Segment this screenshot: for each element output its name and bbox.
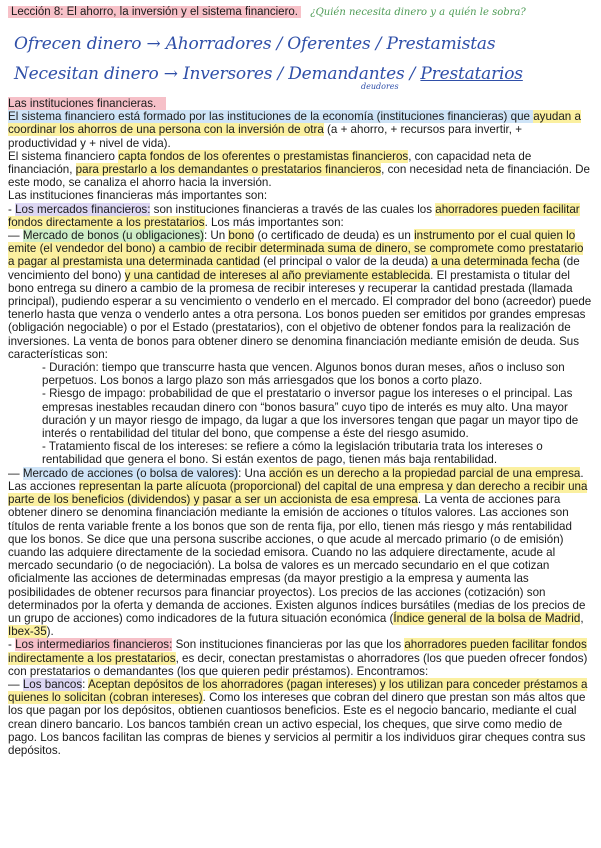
paragraph-capta-fondos — [8, 150, 593, 190]
highlight: ahorradores pueden facilitar fondos indirectamente a los prestatarios — [8, 638, 587, 665]
text: El sistema financiero — [8, 149, 119, 163]
section-title-text: Las instituciones financieras. — [8, 97, 166, 110]
bond-feature-riesgo: - Riesgo de impago: probabilidad de que el prestatario o inversor pague los intereses o el principal. Las empresas inestables recaudan dinero con “bonos basura” cuyo tipo de interés es muy alto. Una mayor duración y un mayor riesgo de impago, da lugar a que los inversores tengan que pagar un mayor tipo de interés o rentabilidad del titular del bono, que compense a éste del riesgo asumido. — [42, 387, 579, 441]
text: . Las acciones — [8, 466, 584, 493]
lesson-title: Lección 8: El ahorro, la inversión y el sistema financiero. — [8, 6, 301, 18]
term-mercado-acciones: Mercado de acciones (o bolsa de valores) — [22, 466, 239, 480]
term-bancos: Los bancos — [22, 677, 83, 691]
text: - — [8, 638, 16, 652]
text: . La venta de acciones para obtener dinero se denomina financiación mediante la emisión de acciones o títulos valores. Las acciones son títulos de renta variable frente a los bonos que son de renta fija, por ello, tienen más riesgo y más rentabilidad que los bonos. Se dice que una persona suscribe acciones, o que acude al mercado primario (o de emisión) cuando las adquiere directamente de la sociedad emisora. Cuando no las adquiere directamente, acude al mercado secundario (o de negociación). La bolsa de valores es un mercado secundario en el que cotizan oficialmente las acciones de determinadas empresas (da mayor prestigio a la empresa y aumenta las posibilidades de obtener recursos para financiar proyectos). Los precios de las acciones (cotización) son determinados por la oferta y demanda de acciones. Existen algunos índices bursátiles (medias de los precios de un grupo de acciones) como indicadores de la futura situación económica ( — [8, 493, 586, 625]
paragraph-sistema-financiero — [8, 110, 593, 150]
paragraph-bancos — [8, 678, 593, 757]
section-title — [8, 97, 593, 110]
document-body — [8, 97, 593, 757]
paragraph-mercados-financieros — [8, 203, 593, 229]
text: . Como los intereses que cobran del dinero que prestan son más altos que los que pagan por los depósitos, obtienen cuantiosos beneficios. Este es el negocio bancario, mediante el cual crean dinero bancario. Los bancos también crean un activo especial, los cheques, que sirve como medio de pago. Los bancos facilitan las compras de bienes y servicios al permitir a los individuos girar cheques contra sus depósitos. — [8, 691, 586, 757]
text: : Una — [238, 466, 270, 480]
term-mercado-bonos: Mercado de bonos (u obligaciones) — [22, 229, 204, 243]
handwritten-line-borrowers — [14, 64, 523, 84]
paragraph-mercado-acciones — [8, 467, 593, 639]
paragraph-mercado-bonos — [8, 229, 593, 361]
handwritten-line-borrowers-text: Necesitan dinero → Inversores / Demandantes / — [14, 64, 421, 84]
text: - — [8, 202, 16, 216]
highlight: a una determinada fecha — [431, 255, 560, 269]
text: , — [580, 611, 584, 625]
text: (el principal o valor de la deuda) — [260, 255, 432, 269]
text: (o certificado de deuda) es un — [254, 229, 415, 243]
text: (de vencimiento del bono) — [8, 255, 580, 282]
highlight: para prestarlo a los demandantes o prestatarios financieros — [75, 163, 382, 177]
text: (a + ahorro, + recursos para invertir, + productividad y + nivel de vida). — [8, 123, 522, 150]
highlight: representan la parte alícuota (proporcional) del capital de una empresa y dan derecho a recibir una parte de los beneficios (dividendos) y pasar a ser un accionista de esa empresa — [8, 479, 588, 507]
bond-feature-fiscal: - Tratamiento fiscal de los intereses: se refiere a cómo la legislación tributaria trata los intereses o rentabilidad que genera el bono. Si están exentos de pago, tienen más baja rentabilidad. — [42, 440, 543, 467]
bond-feature-duracion: - Duración: tiempo que transcurre hasta que vencen. Algunos bonos duran meses, años o incluso son perpetuos. Los bonos a largo plazo son más arriesgados que los bonos a corto plazo. — [42, 361, 565, 388]
text: . Los más importantes son: — [204, 215, 344, 229]
text: — — [8, 677, 23, 691]
text: : — [82, 677, 88, 691]
paragraph-intermediarios — [8, 638, 593, 678]
highlight: ahorradores pueden facilitar fondos directamente a los prestatarios — [8, 202, 580, 229]
text: ). — [46, 625, 54, 639]
highlight: capta fondos de los oferentes o prestamistas financieros — [118, 149, 409, 163]
text: — — [8, 229, 23, 243]
highlight: Índice general de la bolsa de Madrid — [393, 611, 581, 625]
highlight: Aceptan depósitos de los ahorradores (pagan intereses) y los utilizan para conceder préstamos a quienes lo solicitan (cobran intereses) — [8, 677, 588, 705]
text: , es decir, conectan prestamistas o ahorradores (los que pueden ofrecer fondos) con prestatarios o demandantes (los que quieren pedir préstamos). Encontramos: — [8, 651, 588, 678]
highlight: ayudan a coordinar los ahorros de una persona con la inversión de otra — [8, 110, 581, 137]
highlight: y una cantidad de intereses al año previamente establecida — [124, 268, 431, 282]
text: : Un — [203, 229, 229, 243]
lesson-header — [8, 6, 526, 18]
term-bono: bono — [228, 229, 255, 243]
text: . El prestamista o titular del bono entrega su dinero a cambio de la promesa de recibir intereses y recuperar la cantidad prestada (llamada principal), pudiendo esperar a su vencimiento o venderlo en el mercado. El comprador del bono (acreedor) puede tenerlo hasta que venza o venderlo antes a otra persona. Los bonos pueden ser emitidos por grandes empresas (obligación negociable) o por el Estado (prestatarios), con el objetivo de obtener fondos para la realización de inversiones. La venta de bonos para obtener dinero se denomina financiación mediante emisión de deuda. Sus características son: — [8, 268, 592, 361]
handwritten-prestatarios: Prestatarios — [420, 64, 523, 84]
paragraph-instituciones-list: Las instituciones financieras más importantes son: — [8, 189, 268, 203]
handwritten-line-lenders: Ofrecen dinero → Ahorradores / Oferentes / Prestamistas — [14, 34, 496, 54]
text: son instituciones financieras a través de las cuales los — [150, 202, 436, 216]
text: , con necesidad neta de financiación. De este modo, se canaliza el ahorro hacia la inversión. — [8, 163, 590, 190]
highlight: acción es un derecho a la propiedad parcial de una empresa — [269, 466, 581, 480]
text: , con capacidad neta de financiación, — [8, 149, 532, 177]
term-intermediarios: Los intermediarios financieros: — [15, 638, 173, 652]
handwritten-note: deudores — [361, 82, 399, 91]
term-mercados-financieros: Los mercados financieros: — [15, 202, 151, 216]
handwritten-question: ¿Quién necesita dinero y a quién le sobra? — [310, 7, 526, 18]
highlight: instrumento por el cual quien lo emite (el vendedor del bono) a cambio de recibir determinada suma de dinero, se compromete como prestatario a pagar al prestamista una determinada cantidad — [8, 229, 584, 269]
text: Son instituciones financieras por las que los — [172, 638, 405, 652]
highlight: Ibex-35 — [8, 625, 47, 639]
text: El sistema financiero está formado por las instituciones de la economía (instituciones financieras) que — [8, 110, 534, 124]
text: — — [8, 466, 23, 480]
